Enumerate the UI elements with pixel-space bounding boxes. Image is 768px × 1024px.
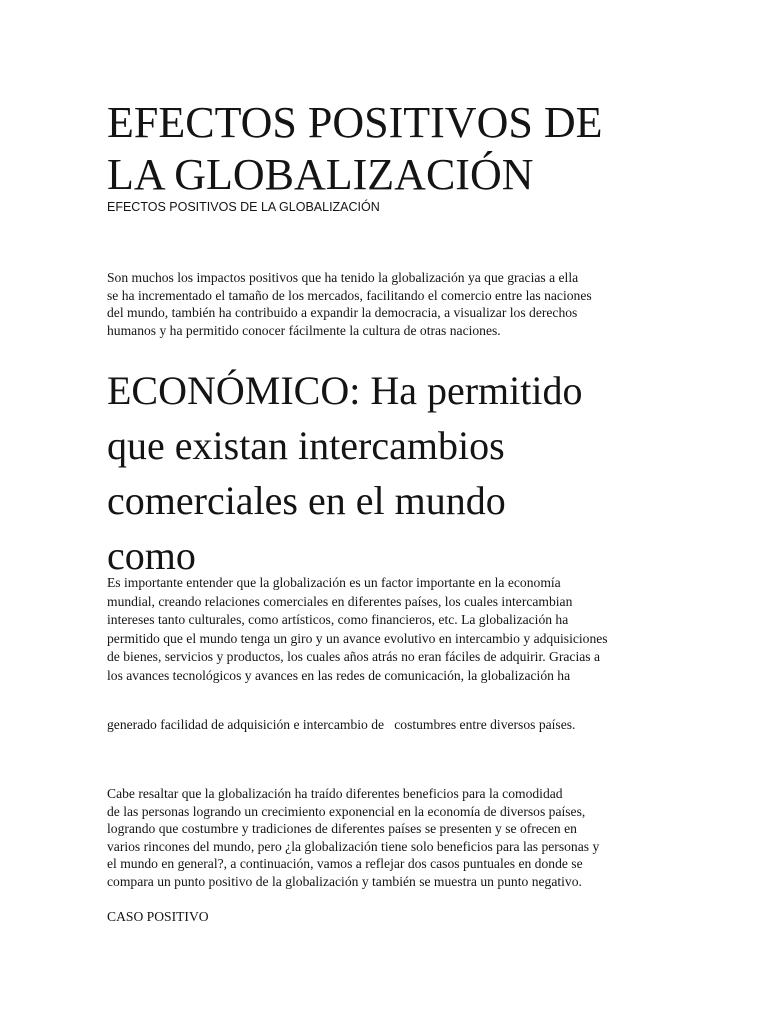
text-line: intereses tanto culturales, como artísticos, como financieros, etc. La globalización ha [107, 612, 569, 627]
text-line: Cabe resaltar que la globalización ha traído diferentes beneficios para la comodidad [107, 786, 563, 801]
text-line: varios rincones del mundo, pero ¿la globalización tiene solo beneficios para las personas y [107, 838, 600, 854]
subtitle: EFECTOS POSITIVOS DE LA GLOBALIZACIÓN [107, 200, 380, 214]
text-line: compara un punto positivo de la globalización y también se muestra un punto negativo. [107, 873, 582, 889]
benefits-paragraph [107, 785, 667, 890]
heading-line: ECONÓMICO: Ha permitido [107, 368, 583, 413]
intro-paragraph [107, 269, 667, 339]
text-line: los avances tecnológicos y avances en las redes de comunicación, la globalización ha [107, 667, 571, 683]
text-line: se ha incrementado el tamaño de los mercados, facilitando el comercio entre las naciones [107, 287, 592, 303]
text-line: humanos y ha permitido conocer fácilmente la cultura de otras naciones. [107, 322, 501, 338]
title-line: EFECTOS POSITIVOS DE [107, 98, 603, 147]
page-title [107, 97, 707, 201]
text-line: del mundo, también ha contribuido a expandir la democracia, a visualizar los derechos [107, 305, 578, 320]
text-line: de las personas logrando un crecimiento exponencial en la economía de diversos países, [107, 803, 586, 819]
text-line: permitido que el mundo tenga un giro y un avance evolutivo en intercambio y adquisiciones [107, 630, 608, 646]
text-line: logrando que costumbre y tradiciones de diferentes países se presenten y se ofrecen en [107, 821, 577, 836]
heading-line: como [107, 533, 196, 578]
text-line: generado facilidad de adquisición e intercambio de costumbres entre diversos países. [107, 717, 576, 732]
text-line: el mundo en general?, a continuación, vamos a reflejar dos casos puntuales en donde se [107, 856, 583, 871]
heading-line: comerciales en el mundo [107, 478, 506, 523]
section-heading-economico [107, 363, 727, 583]
continuation-paragraph [107, 716, 667, 734]
text-line: Son muchos los impactos positivos que ha tenido la globalización ya que gracias a ella [107, 270, 579, 285]
case-label: CASO POSITIVO [107, 909, 209, 924]
title-line: LA GLOBALIZACIÓN [107, 150, 534, 199]
heading-line: que existan intercambios [107, 423, 505, 468]
text-line: mundial, creando relaciones comerciales en diferentes países, los cuales intercambian [107, 593, 573, 609]
text-line: de bienes, servicios y productos, los cuales años atrás no eran fáciles de adquirir. Gracias a [107, 649, 600, 664]
text-line: Es importante entender que la globalización es un factor importante en la economía [107, 575, 561, 590]
economic-paragraph [107, 574, 667, 685]
